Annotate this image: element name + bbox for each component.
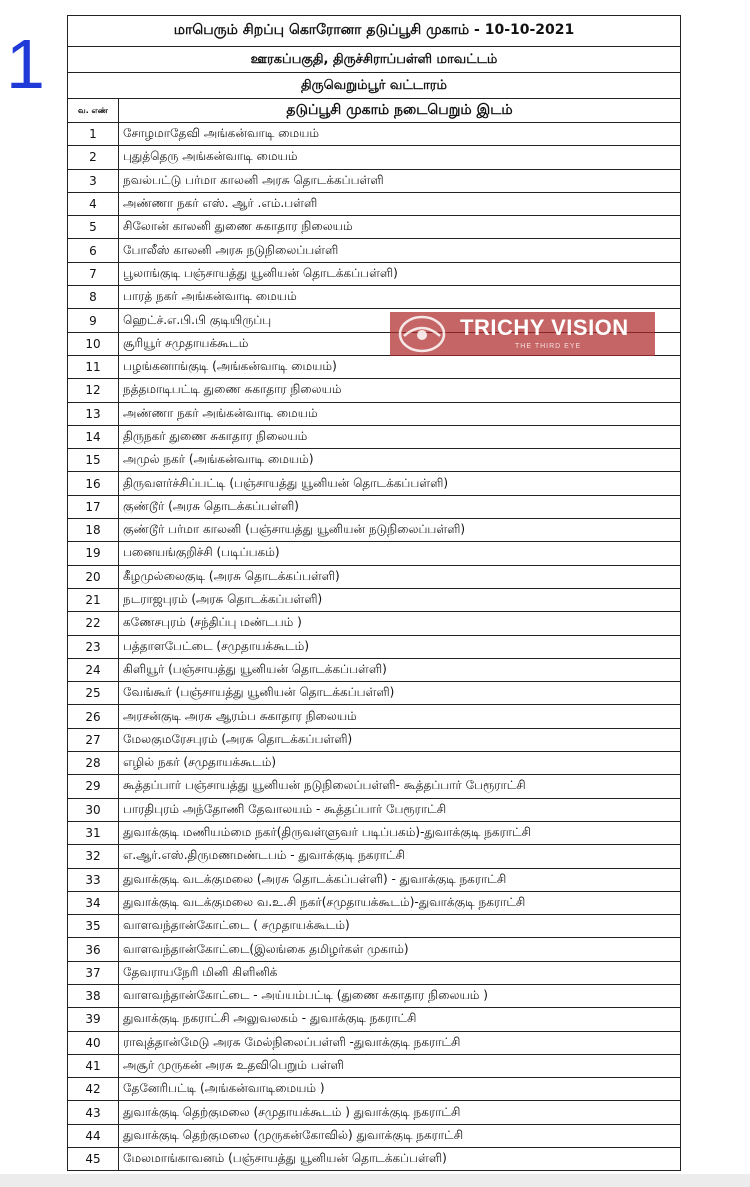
camp-location: நவல்பட்டு பர்மா காலனி அரசு தொடக்கப்பள்ளி — [119, 169, 681, 192]
page-number: 1 — [6, 25, 45, 103]
table-row — [68, 821, 681, 844]
camp-location: கீழமுல்லைகுடி (அரசு தொடக்கப்பள்ளி) — [119, 565, 681, 588]
serial-number: 11 — [68, 355, 119, 378]
camp-location: பத்தாளபேட்டை (சமுதாயக்கூடம்) — [119, 635, 681, 658]
camp-location: போலீஸ் காலனி அரசு நடுநிலைப்பள்ளி — [119, 239, 681, 262]
camp-location: நடராஜபுரம் (அரசு தொடக்கப்பள்ளி) — [119, 588, 681, 611]
serial-number: 24 — [68, 658, 119, 681]
serial-number: 39 — [68, 1008, 119, 1031]
title-row — [68, 16, 681, 47]
table-row — [68, 705, 681, 728]
table-row — [68, 915, 681, 938]
table-row — [68, 146, 681, 169]
table-row — [68, 984, 681, 1007]
table-row — [68, 1054, 681, 1077]
table-row — [68, 472, 681, 495]
table-row — [68, 169, 681, 192]
serial-number: 7 — [68, 262, 119, 285]
serial-number: 1 — [68, 123, 119, 146]
table-row — [68, 752, 681, 775]
serial-number: 34 — [68, 891, 119, 914]
serial-number: 4 — [68, 192, 119, 215]
table-row — [68, 961, 681, 984]
camp-location: பாரத் நகர் அங்கன்வாடி மையம் — [119, 286, 681, 309]
serial-number: 19 — [68, 542, 119, 565]
serial-number: 37 — [68, 961, 119, 984]
serial-number: 29 — [68, 775, 119, 798]
table-row — [68, 192, 681, 215]
table-row — [68, 495, 681, 518]
camp-location: கணேசபுரம் (சந்திப்பு மண்டபம் ) — [119, 612, 681, 635]
camp-location: அண்ணா நகர் அங்கன்வாடி மையம் — [119, 402, 681, 425]
serial-number: 26 — [68, 705, 119, 728]
block-heading: திருவெறும்பூர் வட்டாரம் — [68, 73, 681, 99]
camp-location: கிளியூர் (பஞ்சாயத்து யூனியன் தொடக்கப்பள்ளி) — [119, 658, 681, 681]
camp-location: துவாக்குடி வடக்குமலை வ.உ.சி நகர்(சமுதாயக்கூடம்)-துவாக்குடி நகராட்சி — [119, 891, 681, 914]
serial-number: 18 — [68, 519, 119, 542]
serial-number: 33 — [68, 868, 119, 891]
camp-location: வாளவந்தான்கோட்டை - அய்யம்பட்டி (துணை சுகாதார நிலையம் ) — [119, 984, 681, 1007]
camp-location: அண்ணா நகர் எஸ். ஆர் .எம்.பள்ளி — [119, 192, 681, 215]
table-row — [68, 845, 681, 868]
serial-number: 38 — [68, 984, 119, 1007]
camp-location: எழில் நகர் (சமுதாயக்கூடம்) — [119, 752, 681, 775]
camp-location: தேவராயநேரி மினி கிளினிக் — [119, 961, 681, 984]
table-row — [68, 262, 681, 285]
camp-location: வேங்கூர் (பஞ்சாயத்து யூனியன் தொடக்கப்பள்ளி) — [119, 682, 681, 705]
camp-location: பூலாங்குடி பஞ்சாயத்து யூனியன் தொடக்கப்பள்ளி) — [119, 262, 681, 285]
camp-location: எ.ஆர்.எஸ்.திருமணமண்டபம் - துவாக்குடி நகராட்சி — [119, 845, 681, 868]
watermark-tagline: THE THIRD EYE — [515, 343, 582, 350]
camp-location: கூத்தப்பார் பஞ்சாயத்து யூனியன் நடுநிலைப்பள்ளி- கூத்தப்பார் பேரூராட்சி — [119, 775, 681, 798]
district-row — [68, 47, 681, 73]
bottom-strip — [0, 1174, 750, 1187]
camp-location: அசூர் முருகன் அரசு உதவிபெறும் பள்ளி — [119, 1054, 681, 1077]
serial-number: 40 — [68, 1031, 119, 1054]
serial-number: 25 — [68, 682, 119, 705]
serial-number: 20 — [68, 565, 119, 588]
camp-location: ஹெட்ச்.எ.பி.பி குடியிருப்பு — [119, 309, 681, 332]
camp-location: சோழமாதேவி அங்கன்வாடி மையம் — [119, 123, 681, 146]
camp-location: துவாக்குடி தெற்குமலை (சமுதாயக்கூடம் ) துவாக்குடி நகராட்சி — [119, 1101, 681, 1124]
serial-number: 42 — [68, 1078, 119, 1101]
table-row — [68, 519, 681, 542]
camp-location: குண்டூர் பர்மா காலனி (பஞ்சாயத்து யூனியன் நடுநிலைப்பள்ளி) — [119, 519, 681, 542]
serial-number: 32 — [68, 845, 119, 868]
serial-number: 13 — [68, 402, 119, 425]
table-row — [68, 286, 681, 309]
table-row — [68, 216, 681, 239]
camp-location: புதுத்தெரு அங்கன்வாடி மையம் — [119, 146, 681, 169]
serial-number: 43 — [68, 1101, 119, 1124]
serial-number: 9 — [68, 309, 119, 332]
camp-location: திருவளர்ச்சிப்பட்டி (பஞ்சாயத்து யூனியன் தொடக்கப்பள்ளி) — [119, 472, 681, 495]
serial-number: 31 — [68, 821, 119, 844]
serial-number: 2 — [68, 146, 119, 169]
table-row — [68, 612, 681, 635]
table-row — [68, 1078, 681, 1101]
serial-number: 15 — [68, 449, 119, 472]
camp-location: பாரதிபுரம் அந்தோணி தேவாலயம் - கூத்தப்பார் பேரூராட்சி — [119, 798, 681, 821]
table-row — [68, 379, 681, 402]
serial-number: 45 — [68, 1148, 119, 1171]
table-row — [68, 775, 681, 798]
table-row — [68, 1124, 681, 1147]
serial-number: 23 — [68, 635, 119, 658]
table-row — [68, 682, 681, 705]
camp-location: துவாக்குடி தெற்குமலை (முருகன்கோவில்) துவாக்குடி நகராட்சி — [119, 1124, 681, 1147]
serial-number: 3 — [68, 169, 119, 192]
camp-location: துவாக்குடி நகராட்சி அலுவலகம் - துவாக்குடி நகராட்சி — [119, 1008, 681, 1031]
table-row — [68, 239, 681, 262]
camp-location: பனையங்குறிச்சி (படிப்பகம்) — [119, 542, 681, 565]
serial-number: 22 — [68, 612, 119, 635]
camp-location: குண்டூர் (அரசு தொடக்கப்பள்ளி) — [119, 495, 681, 518]
serial-number: 27 — [68, 728, 119, 751]
column-header-row — [68, 99, 681, 123]
table-row — [68, 425, 681, 448]
camp-location: துவாக்குடி மணியம்மை நகர்(திருவள்ளுவர் படிப்பகம்)-துவாக்குடி நகராட்சி — [119, 821, 681, 844]
eye-logo-icon — [396, 314, 452, 354]
document-title: மாபெரும் சிறப்பு கொரோனா தடுப்பூசி முகாம் - 10-10-2021 — [68, 16, 681, 47]
table-row — [68, 635, 681, 658]
serial-number: 14 — [68, 425, 119, 448]
table-row — [68, 449, 681, 472]
table-row — [68, 542, 681, 565]
trichy-vision-watermark — [390, 312, 655, 356]
table-row — [68, 938, 681, 961]
table-row — [68, 658, 681, 681]
table-row — [68, 1148, 681, 1171]
serial-number: 36 — [68, 938, 119, 961]
camp-location: சூரியூர் சமுதாயக்கூடம் — [119, 332, 681, 355]
serial-number: 5 — [68, 216, 119, 239]
table-row — [68, 588, 681, 611]
camp-location: சிலோன் காலனி துணை சுகாதார நிலையம் — [119, 216, 681, 239]
block-row — [68, 73, 681, 99]
location-column-header: தடுப்பூசி முகாம் நடைபெறும் இடம் — [119, 99, 681, 123]
serial-number: 6 — [68, 239, 119, 262]
camp-location: மேலகுமரேசபுரம் (அரசு தொடக்கப்பள்ளி) — [119, 728, 681, 751]
camp-location: அமுல் நகர் (அங்கன்வாடி மையம்) — [119, 449, 681, 472]
camp-location: அரசன்குடி அரசு ஆரம்ப சுகாதார நிலையம் — [119, 705, 681, 728]
table-row — [68, 728, 681, 751]
serial-number: 21 — [68, 588, 119, 611]
serial-number: 10 — [68, 332, 119, 355]
camp-location: திருநகர் துணை சுகாதார நிலையம் — [119, 425, 681, 448]
table-row — [68, 1008, 681, 1031]
serial-number: 28 — [68, 752, 119, 775]
camp-location: வாளவந்தான்கோட்டை(இலங்கை தமிழர்கள் முகாம்) — [119, 938, 681, 961]
serial-column-header: வ. எண் — [68, 99, 119, 123]
table-row — [68, 123, 681, 146]
serial-number: 17 — [68, 495, 119, 518]
watermark-name: TRICHY VISION — [460, 315, 629, 340]
camp-location: தேனேரிபட்டி (அங்கன்வாடிமையம் ) — [119, 1078, 681, 1101]
camp-location: நத்தமாடிபட்டி துணை சுகாதார நிலையம் — [119, 379, 681, 402]
serial-number: 8 — [68, 286, 119, 309]
table-row — [68, 868, 681, 891]
table-row — [68, 565, 681, 588]
vaccination-camp-table — [67, 15, 681, 1171]
camp-location: பழங்கனாங்குடி (அங்கன்வாடி மையம்) — [119, 355, 681, 378]
serial-number: 41 — [68, 1054, 119, 1077]
district-heading: ஊரகப்பகுதி, திருச்சிராப்பள்ளி மாவட்டம் — [68, 47, 681, 73]
table-row — [68, 1031, 681, 1054]
serial-number: 30 — [68, 798, 119, 821]
serial-number: 12 — [68, 379, 119, 402]
table-row — [68, 798, 681, 821]
serial-number: 16 — [68, 472, 119, 495]
table-row — [68, 402, 681, 425]
serial-number: 44 — [68, 1124, 119, 1147]
camp-location: வாளவந்தான்கோட்டை ( சமுதாயக்கூடம்) — [119, 915, 681, 938]
table-row — [68, 891, 681, 914]
camp-location: துவாக்குடி வடக்குமலை (அரசு தொடக்கப்பள்ளி) - துவாக்குடி நகராட்சி — [119, 868, 681, 891]
serial-number: 35 — [68, 915, 119, 938]
table-row — [68, 355, 681, 378]
table-row — [68, 1101, 681, 1124]
camp-location: மேலமாங்காவனம் (பஞ்சாயத்து யூனியன் தொடக்கப்பள்ளி) — [119, 1148, 681, 1171]
camp-location: ராவுத்தான்மேடு அரசு மேல்நிலைப்பள்ளி -துவாக்குடி நகராட்சி — [119, 1031, 681, 1054]
